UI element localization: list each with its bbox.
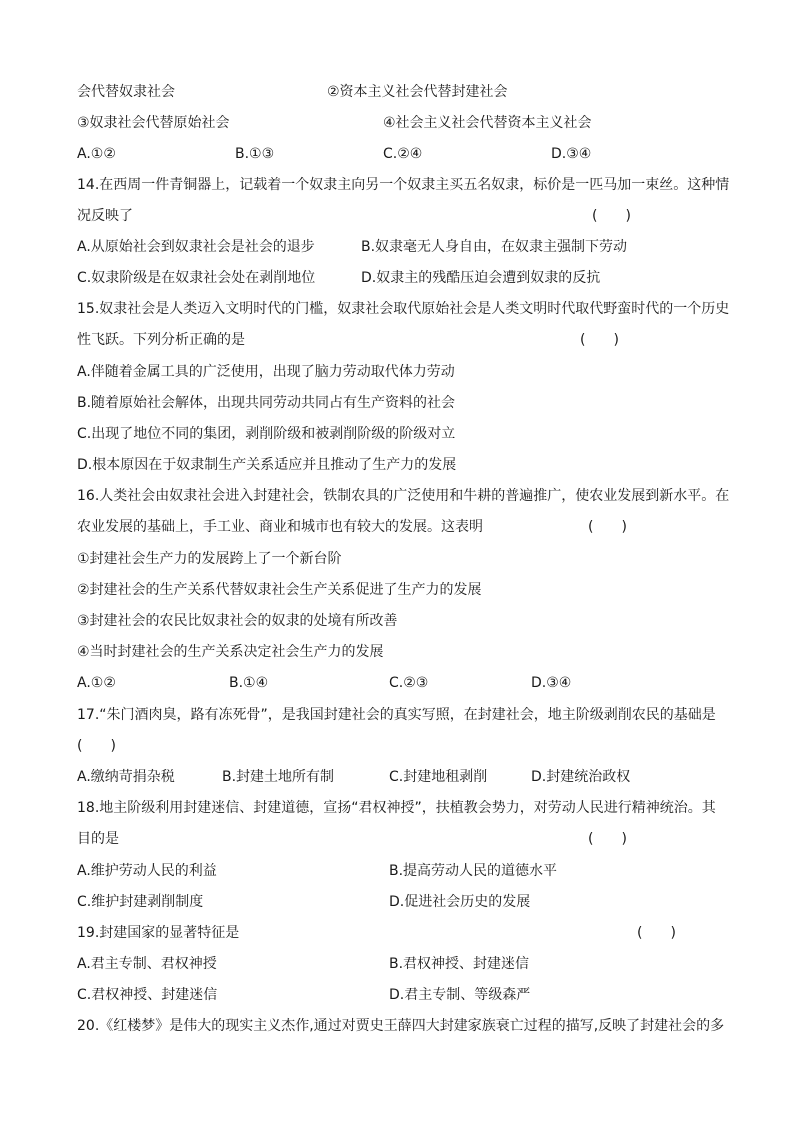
question-14-stem: 14.在西周一件青铜器上，记载着一个奴隶主向另一个奴隶主买五名奴隶，标价是一匹马加一束丝。这种情 <box>77 177 730 193</box>
answer-choice-a: A.伴随着金属工具的广泛使用，出现了脑力劳动取代体力劳动 <box>77 364 455 380</box>
answer-choice-a: A.①② <box>77 675 116 691</box>
option-line: ②资本主义社会代替封建社会 <box>327 84 508 100</box>
answer-choice-c: C.奴隶阶级是在奴隶社会处在剥削地位 <box>77 270 316 286</box>
answer-blank: ( ) <box>77 738 116 754</box>
question-15-stem: 15.奴隶社会是人类迈入文明时代的门槛，奴隶社会取代原始社会是人类文明时代取代野蛮时代的一个历史 <box>77 301 730 317</box>
question-17-stem: 17.“朱门酒肉臭，路有冻死骨”，是我国封建社会的真实写照，在封建社会，地主阶级剥削农民的基础是 <box>77 707 716 723</box>
answer-choice-b: B.提高劳动人民的道德水平 <box>389 863 558 879</box>
answer-choice-c: C.封建地租剥削 <box>389 769 488 785</box>
answer-choice-a: A.君主专制、君权神授 <box>77 956 217 972</box>
answer-choice-d: D.君主专制、等级森严 <box>389 987 531 1003</box>
question-20-stem: 20.《红楼梦》是伟大的现实主义杰作,通过对贾史王薛四大封建家族衰亡过程的描写,反映了封建社会的多 <box>77 1018 725 1034</box>
answer-blank: ( ) <box>588 519 627 535</box>
answer-choice-d: D.促进社会历史的发展 <box>389 894 531 910</box>
answer-choice-d: D.③④ <box>551 146 592 162</box>
answer-choice-b: B.①④ <box>229 675 269 691</box>
option-line: ③奴隶社会代替原始社会 <box>77 115 230 131</box>
answer-choice-c: C.维护封建剥削制度 <box>77 894 204 910</box>
question-18-stem: 18.地主阶级利用封建迷信、封建道德，宣扬“君权神授”，扶植教会势力，对劳动人民进行精神统治。其 <box>77 800 716 816</box>
question-18-stem-cont: 目的是 <box>77 831 119 847</box>
answer-choice-a: A.从原始社会到奴隶社会是社会的退步 <box>77 239 315 255</box>
answer-choice-d: D.封建统治政权 <box>531 769 631 785</box>
answer-choice-a: A.维护劳动人民的利益 <box>77 863 217 879</box>
answer-blank: ( ) <box>637 925 676 941</box>
answer-choice-c: C.君权神授、封建迷信 <box>77 987 218 1003</box>
answer-blank: ( ) <box>588 831 627 847</box>
answer-choice-c: C.出现了地位不同的集团，剥削阶级和被剥削阶级的阶级对立 <box>77 426 456 442</box>
answer-choice-b: B.君权神授、封建迷信 <box>389 956 530 972</box>
answer-choice-d: D.根本原因在于奴隶制生产关系适应并且推动了生产力的发展 <box>77 457 457 473</box>
question-15-stem-cont: 性飞跃。下列分析正确的是 <box>77 332 245 348</box>
statement-3: ③封建社会的农民比奴隶社会的奴隶的处境有所改善 <box>77 613 398 629</box>
option-line: ④社会主义社会代替资本主义社会 <box>383 115 592 131</box>
answer-choice-d: D.③④ <box>531 675 572 691</box>
answer-choice-a: A.①② <box>77 146 116 162</box>
option-line: 会代替奴隶社会 <box>77 84 175 100</box>
answer-choice-c: C.②③ <box>389 675 429 691</box>
answer-choice-b: B.奴隶毫无人身自由，在奴隶主强制下劳动 <box>361 239 628 255</box>
answer-choice-b: B.封建土地所有制 <box>222 769 335 785</box>
answer-blank: ( ) <box>580 332 619 348</box>
question-16-stem: 16.人类社会由奴隶社会进入封建社会，铁制农具的广泛使用和牛耕的普遍推广，使农业发展到新水平。在 <box>77 488 730 504</box>
answer-choice-c: C.②④ <box>383 146 423 162</box>
answer-blank: ( ) <box>592 208 631 224</box>
answer-choice-b: B.随着原始社会解体，出现共同劳动共同占有生产资料的社会 <box>77 395 456 411</box>
question-19-stem: 19.封建国家的显著特征是 <box>77 925 240 941</box>
question-16-stem-cont: 农业发展的基础上，手工业、商业和城市也有较大的发展。这表明 <box>77 519 483 535</box>
statement-4: ④当时封建社会的生产关系决定社会生产力的发展 <box>77 644 384 660</box>
question-14-stem-cont: 况反映了 <box>77 208 133 224</box>
statement-1: ①封建社会生产力的发展跨上了一个新台阶 <box>77 551 342 567</box>
statement-2: ②封建社会的生产关系代替奴隶社会生产关系促进了生产力的发展 <box>77 582 482 598</box>
answer-choice-a: A.缴纳苛捐杂税 <box>77 769 175 785</box>
answer-choice-d: D.奴隶主的残酷压迫会遭到奴隶的反抗 <box>361 270 601 286</box>
answer-choice-b: B.①③ <box>235 146 275 162</box>
